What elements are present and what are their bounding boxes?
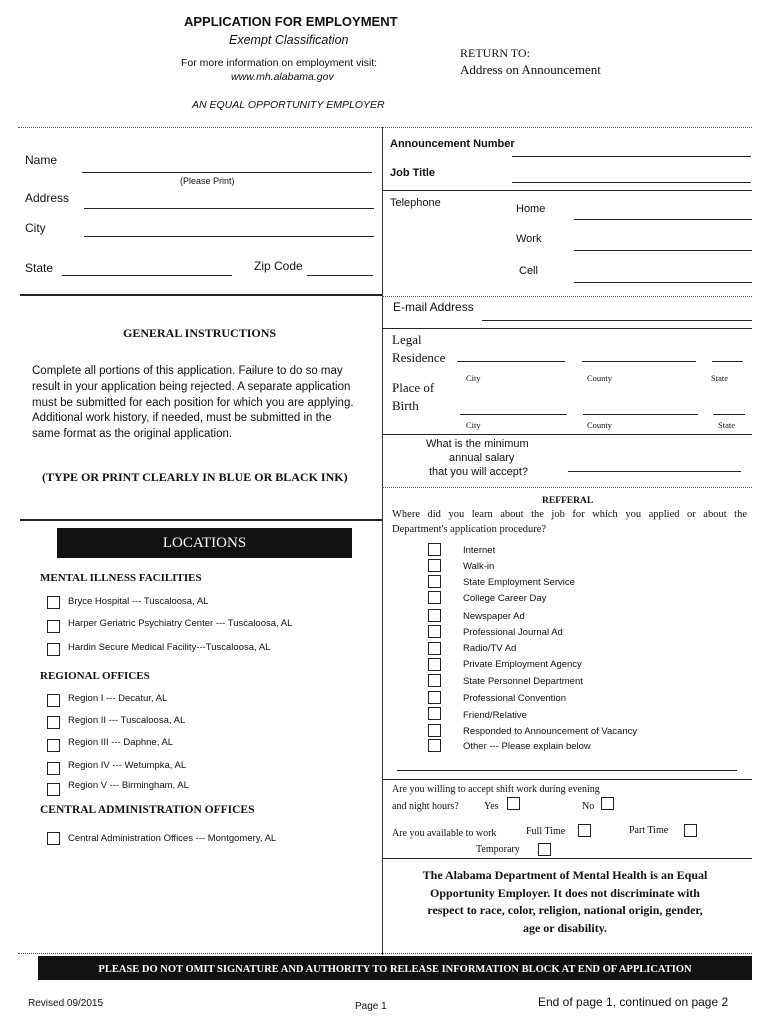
birth-city-field[interactable] (460, 414, 567, 415)
revised-date: Revised 09/2015 (28, 998, 104, 1009)
legal-city-caption: City (466, 373, 481, 383)
referral-career-day-label: College Career Day (463, 593, 547, 604)
legal-county-field[interactable] (582, 361, 696, 362)
referral-heading: REFFERAL (542, 496, 594, 506)
eoe-header: AN EQUAL OPPORTUNITY EMPLOYER (192, 99, 385, 111)
referral-internet-checkbox[interactable] (428, 543, 441, 556)
cell-phone-field[interactable] (574, 282, 752, 283)
temporary-checkbox[interactable] (538, 843, 551, 856)
signature-banner-text: PLEASE DO NOT OMIT SIGNATURE AND AUTHORITY TO RELEASE INFORMATION BLOCK AT END OF APPLICATION (98, 964, 692, 975)
shift-no-checkbox[interactable] (601, 797, 614, 810)
birth-county-field[interactable] (583, 414, 698, 415)
region-5-checkbox[interactable] (47, 783, 60, 796)
place-of-label: Place of (392, 380, 435, 395)
referral-private-agency-label: Private Employment Agency (463, 659, 582, 670)
referral-state-personnel-checkbox[interactable] (428, 674, 441, 687)
locations-banner (57, 528, 352, 558)
residence-label: Residence (392, 350, 446, 365)
continued-note: End of page 1, continued on page 2 (538, 995, 729, 1009)
cell-phone-label: Cell (519, 265, 538, 277)
shift-no-label: No (582, 801, 595, 812)
central-heading: CENTRAL ADMINISTRATION OFFICES (40, 804, 255, 816)
referral-newspaper-label: Newspaper Ad (463, 611, 525, 622)
email-field[interactable] (482, 320, 752, 321)
eoe-line-3: respect to race, color, religion, national origin, gender, (427, 903, 703, 917)
telephone-label: Telephone (390, 197, 441, 209)
city-field[interactable] (84, 236, 374, 237)
region-3-checkbox[interactable] (47, 739, 60, 752)
temporary-label: Temporary (476, 844, 520, 855)
name-field[interactable] (82, 172, 372, 173)
regional-heading: REGIONAL OFFICES (40, 670, 150, 682)
referral-radio-tv-label: Radio/TV Ad (463, 643, 517, 654)
full-time-checkbox[interactable] (578, 824, 591, 837)
work-phone-field[interactable] (574, 250, 752, 251)
legal-label: Legal (392, 332, 422, 347)
legal-city-field[interactable] (457, 361, 565, 362)
eoe-line-1: The Alabama Department of Mental Health is an Equal (422, 868, 708, 882)
info-line: For more information on employment visit: (181, 57, 378, 69)
return-to-label: RETURN TO: (460, 46, 530, 60)
referral-other-explain-field[interactable] (397, 770, 737, 771)
region-1-checkbox[interactable] (47, 694, 60, 707)
center-divider (382, 127, 383, 955)
referral-walkin-checkbox[interactable] (428, 559, 441, 572)
locations-banner-text: LOCATIONS (162, 535, 247, 551)
address-field[interactable] (84, 208, 374, 209)
referral-state-personnel-label: State Personnel Department (463, 676, 583, 687)
residence-bottom-divider (382, 434, 752, 435)
eoe-top-divider (382, 858, 752, 859)
referral-newspaper-checkbox[interactable] (428, 609, 441, 622)
legal-state-field[interactable] (712, 361, 743, 362)
home-phone-label: Home (516, 203, 546, 215)
city-label: City (25, 221, 46, 235)
bryce-checkbox[interactable] (47, 596, 60, 609)
referral-walkin-label: Walk-in (463, 561, 495, 572)
return-to-value: Address on Announcement (460, 62, 601, 77)
zip-field[interactable] (307, 275, 373, 276)
shift-question-1: Are you willing to accept shift work during evening (392, 784, 600, 795)
email-label: E-mail Address (393, 300, 474, 314)
signature-banner (38, 956, 752, 980)
referral-other-checkbox[interactable] (428, 739, 441, 752)
bryce-label: Bryce Hospital --- Tuscaloosa, AL (68, 596, 209, 607)
region-2-label: Region II --- Tuscaloosa, AL (68, 715, 186, 726)
region-4-checkbox[interactable] (47, 762, 60, 775)
referral-top-divider (382, 487, 752, 488)
legal-county-caption: County (587, 373, 613, 383)
birth-label: Birth (392, 398, 419, 413)
header-divider (18, 127, 752, 128)
birth-city-caption: City (466, 420, 481, 430)
birth-state-field[interactable] (713, 414, 745, 415)
instructions-line-4: Additional work history, if needed, must be submitted in the (32, 412, 332, 424)
eoe-line-2: Opportunity Employer. It does not discriminate with (430, 885, 700, 900)
birth-county-caption: County (587, 420, 613, 430)
availability-label: Are you available to work (392, 828, 497, 839)
central-admin-checkbox[interactable] (47, 832, 60, 845)
region-1-label: Region I --- Decatur, AL (68, 693, 168, 704)
salary-line-1: What is the minimum (426, 438, 529, 450)
instructions-line-3: must be submitted for each position for which you are applying. (32, 397, 354, 409)
referral-friend-label: Friend/Relative (463, 710, 527, 721)
shift-yes-label: Yes (484, 801, 499, 812)
instructions-line-2: result in your application being rejected. A separate application (32, 381, 351, 393)
referral-announcement-checkbox[interactable] (428, 724, 441, 737)
shift-yes-checkbox[interactable] (507, 797, 520, 810)
home-phone-field[interactable] (574, 219, 752, 220)
work-phone-label: Work (516, 233, 542, 245)
shift-top-divider (382, 779, 752, 780)
state-field[interactable] (62, 275, 232, 276)
part-time-label: Part Time (629, 825, 669, 836)
email-divider (382, 296, 752, 297)
referral-career-day-checkbox[interactable] (428, 591, 441, 604)
referral-journal-checkbox[interactable] (428, 625, 441, 638)
salary-line-2: annual salary (449, 452, 515, 464)
referral-private-agency-checkbox[interactable] (428, 658, 441, 671)
applicant-divider (20, 294, 382, 296)
hardin-label: Hardin Secure Medical Facility---Tuscaloosa, AL (68, 642, 271, 653)
harper-label: Harper Geriatric Psychiatry Center --- Tuscaloosa, AL (68, 618, 293, 629)
instructions-line-5: same format as the original application. (32, 428, 233, 440)
central-admin-label: Central Administration Offices --- Montgomery, AL (68, 833, 277, 844)
name-label: Name (25, 153, 58, 167)
eoe-statement (390, 867, 740, 937)
full-time-label: Full Time (526, 826, 566, 837)
salary-field[interactable] (568, 471, 741, 472)
page-number: Page 1 (355, 1001, 387, 1012)
referral-radio-tv-checkbox[interactable] (428, 642, 441, 655)
instructions-line-1: Complete all portions of this application. Failure to do so may (32, 365, 343, 377)
referral-friend-checkbox[interactable] (428, 707, 441, 720)
zip-label: Zip Code (254, 259, 303, 273)
region-4-label: Region IV --- Wetumpka, AL (68, 760, 187, 771)
referral-convention-checkbox[interactable] (428, 691, 441, 704)
shift-question-2: and night hours? (392, 801, 459, 812)
address-label: Address (25, 191, 70, 205)
state-label: State (25, 261, 54, 275)
referral-state-employment-checkbox[interactable] (428, 575, 441, 588)
referral-question-2: Department's application procedure? (392, 524, 547, 535)
salary-line-3: that you will accept? (429, 466, 529, 478)
mental-illness-heading: MENTAL ILLNESS FACILITIES (40, 572, 202, 584)
referral-convention-label: Professional Convention (463, 693, 566, 704)
ink-instruction: (TYPE OR PRINT CLEARLY IN BLUE OR BLACK INK) (42, 470, 348, 484)
announcement-number-label: Announcement Number (390, 138, 515, 150)
referral-question-1: Where did you learn about the job for which you applied or about the (392, 509, 747, 520)
instructions-heading: GENERAL INSTRUCTIONS (123, 326, 277, 340)
region-2-checkbox[interactable] (47, 716, 60, 729)
region-3-label: Region III --- Daphne, AL (68, 737, 174, 748)
hardin-checkbox[interactable] (47, 643, 60, 656)
instructions-divider (20, 519, 382, 521)
job-title-field[interactable] (512, 182, 751, 183)
form-title: APPLICATION FOR EMPLOYMENT (184, 14, 398, 29)
referral-other-label: Other --- Please explain below (463, 741, 591, 752)
legal-state-caption: State (711, 373, 728, 383)
referral-journal-label: Professional Journal Ad (463, 627, 563, 638)
eoe-line-4: age or disability. (522, 920, 608, 935)
website-link[interactable]: www.mh.alabama.gov (231, 71, 334, 83)
referral-state-employment-label: State Employment Service (463, 577, 575, 588)
residence-top-divider (382, 328, 752, 329)
form-subtitle: Exempt Classification (229, 33, 349, 47)
footer-top-divider (18, 953, 752, 954)
please-print-note: (Please Print) (180, 176, 235, 186)
referral-announcement-label: Responded to Announcement of Vacancy (463, 726, 638, 737)
harper-checkbox[interactable] (47, 620, 60, 633)
job-divider (382, 190, 752, 191)
referral-internet-label: Internet (463, 545, 496, 556)
job-title-label: Job Title (390, 167, 436, 179)
birth-state-caption: State (718, 420, 735, 430)
region-5-label: Region V --- Birmingham, AL (68, 780, 189, 791)
part-time-checkbox[interactable] (684, 824, 697, 837)
announcement-number-field[interactable] (512, 156, 751, 157)
